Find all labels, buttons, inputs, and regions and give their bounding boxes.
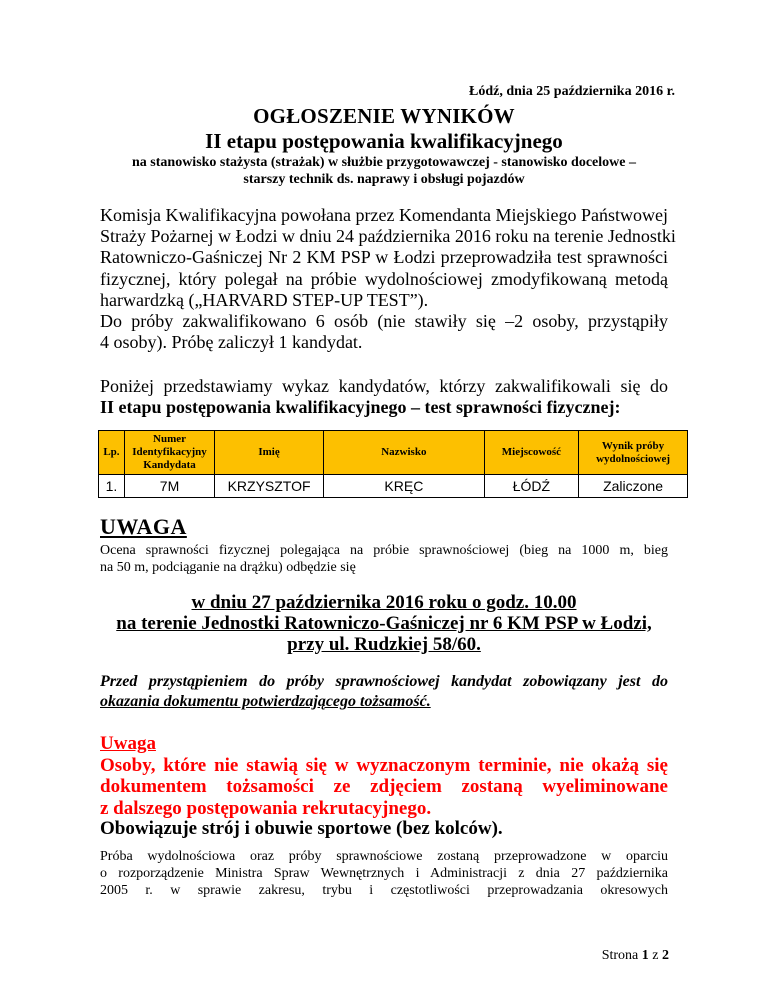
page-number xyxy=(602,948,669,964)
identity-line: Przed przystąpieniem do próby sprawnościowej kandydat zobowiązany jest do xyxy=(100,673,668,690)
page-current: 1 xyxy=(641,948,649,963)
col-header-id-line: Numer xyxy=(153,433,187,445)
notice-paragraph xyxy=(100,542,668,576)
exam-address: przy ul. Rudzkiej 58/60. xyxy=(287,634,481,655)
col-header-lp: Lp. xyxy=(99,431,125,475)
warning-line: z dalszego postępowania rekrutacyjnego. xyxy=(100,797,432,819)
exam-date-location xyxy=(0,592,768,655)
document-date: Łódź, dnia 25 października 2016 r. xyxy=(468,84,675,99)
col-header-id xyxy=(124,431,214,475)
col-header-last-name: Nazwisko xyxy=(324,431,485,475)
list-intro-bold-line: II etapu postępowania kwalifikacyjnego – test sprawności fizycznej: xyxy=(100,397,621,417)
page-total: 2 xyxy=(662,948,669,963)
position-line: starszy technik ds. naprawy i obsługi pojazdów xyxy=(243,172,525,187)
col-header-result-line: wydolnościowej xyxy=(596,452,671,465)
identity-requirement xyxy=(100,672,668,712)
intro-paragraph xyxy=(100,205,676,353)
intro-line: Straży Pożarnej w Łodzi w dniu 24 października 2016 roku na terenie Jednostki xyxy=(100,226,676,247)
col-header-id-line: Identyfikacyjny xyxy=(132,446,207,458)
page-subtitle: II etapu postępowania kwalifikacyjnego xyxy=(205,129,563,153)
position-line: na stanowisko stażysta (strażak) w służbie przygotowawczej - stanowisko docelowe – xyxy=(132,155,636,170)
warning-line: Osoby, które nie stawią się w wyznaczonym terminie, nie okażą się xyxy=(100,754,668,776)
warning-line: dokumentem tożsamości ze zdjęciem zostaną wyeliminowane xyxy=(100,776,668,797)
exam-location: na terenie Jednostki Ratowniczo-Gaśniczej nr 6 KM PSP w Łodzi, xyxy=(116,613,652,634)
notice-heading: UWAGA xyxy=(100,514,187,539)
table-row xyxy=(99,475,688,498)
notice-line: Ocena sprawności fizycznej polegająca na próbie sprawnościowej (bieg na 1000 m, bieg xyxy=(100,543,668,558)
page-number-sep: z xyxy=(652,948,659,963)
intro-line: fizycznej, który polegał na próbie wydolnościowej zmodyfikowaną metodą xyxy=(100,268,668,289)
warning-block xyxy=(100,733,668,819)
cell-last-name: KRĘC xyxy=(324,475,485,498)
identity-line: okazania dokumentu potwierdzającego tożsamość. xyxy=(100,693,431,710)
col-header-result-line: Wynik próby xyxy=(601,439,665,452)
intro-line: Komisja Kwalifikacyjna powołana przez Komendanta Miejskiego Państwowej xyxy=(100,205,668,225)
closing-line: Próba wydolnościowa oraz próby sprawnościowe zostaną przeprowadzone w oparciu xyxy=(100,849,668,864)
cell-first-name: KRZYSZTOF xyxy=(215,475,324,498)
col-header-result xyxy=(579,431,688,475)
intro-line: Do próby zakwalifikowano 6 osób (nie stawiły się –2 osoby, przystąpiły xyxy=(100,310,668,331)
closing-line: o rozporządzenie Ministra Spraw Wewnętrznych i Administracji z dnia 27 października xyxy=(100,866,668,881)
candidates-table xyxy=(98,430,688,498)
list-intro xyxy=(100,376,668,418)
cell-lp: 1. xyxy=(99,475,125,498)
list-intro-line: Poniżej przedstawiamy wykaz kandydatów, którzy zakwalifikowali się do xyxy=(100,376,668,396)
dress-code: Obowiązuje strój i obuwie sportowe (bez kolców). xyxy=(100,818,503,839)
cell-city: ŁÓDŹ xyxy=(484,475,578,498)
table-header-row xyxy=(99,431,688,475)
page-title: OGŁOSZENIE WYNIKÓW xyxy=(253,104,515,128)
col-header-first-name: Imię xyxy=(215,431,324,475)
cell-id: 7M xyxy=(124,475,214,498)
position-description xyxy=(100,154,668,188)
cell-result: Zaliczone xyxy=(579,475,688,498)
col-header-id-line: Kandydata xyxy=(143,459,196,471)
page-number-prefix: Strona xyxy=(601,948,639,963)
intro-line: harwardzką („HARVARD STEP-UP TEST”). xyxy=(100,289,429,310)
exam-date: w dniu 27 października 2016 roku o godz. 10.00 xyxy=(191,592,577,613)
col-header-city: Miejscowość xyxy=(484,431,578,475)
intro-line: 4 osoby). Próbę zaliczył 1 kandydat. xyxy=(100,332,363,353)
closing-paragraph xyxy=(100,848,668,899)
notice-line: na 50 m, podciąganie na drążku) odbędzie się xyxy=(100,560,356,575)
intro-line: Ratowniczo-Gaśniczej Nr 2 KM PSP w Łodzi przeprowadziła test sprawności xyxy=(100,247,668,268)
warning-heading: Uwaga xyxy=(100,733,156,754)
closing-line: 2005 r. w sprawie zakresu, trybu i częstotliwości przeprowadzania okresowych xyxy=(100,883,668,898)
